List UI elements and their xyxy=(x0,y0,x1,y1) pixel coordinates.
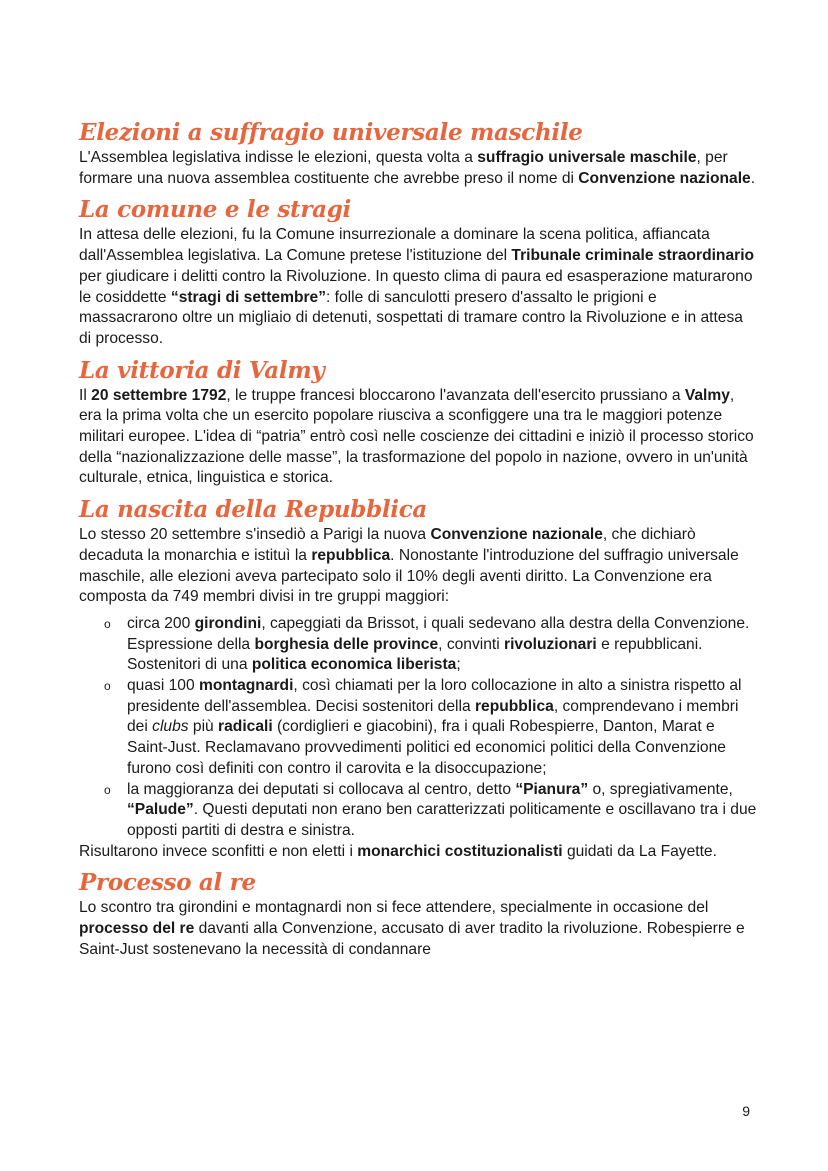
bold-text: processo del re xyxy=(79,920,195,938)
bold-text: Tribunale criminale straordinario xyxy=(511,247,755,265)
text-run: Risultarono invece sconfitti e non eletti i xyxy=(79,842,358,860)
text-run: guidati da La Fayette. xyxy=(562,842,717,860)
bullet-circle-icon: o xyxy=(104,679,111,694)
bullet-list xyxy=(79,614,759,842)
bold-text: Convenzione nazionale xyxy=(578,169,751,187)
section xyxy=(79,195,759,349)
section-heading: Processo al re xyxy=(79,869,256,897)
text-run: Il xyxy=(79,386,92,404)
text-run: per giudicare i delitti contro la Rivoluzione. In questo clima di paura ed esasperazione maturarono le cosiddette xyxy=(79,267,753,306)
text-run: L'Assemblea legislativa indisse le elezioni, questa volta a xyxy=(79,149,478,166)
text-run: o, spregiativamente, xyxy=(588,780,733,798)
bold-text: radicali xyxy=(218,718,273,736)
bold-text: rivoluzionari xyxy=(504,635,597,653)
text-run: , così chiamati per la loro collocazione in alto a sinistra rispetto al presidente dell'assemblea. Decisi sostenitori della xyxy=(127,677,742,715)
text-run: , per formare una nuova assemblea costituente che avrebbe preso il nome di xyxy=(79,149,728,187)
text-run: Lo scontro tra girondini e montagnardi non si fece attendere, specialmente in occasione del xyxy=(79,899,709,917)
paragraph xyxy=(79,842,759,863)
paragraph xyxy=(79,225,759,349)
bold-text: “Palude” xyxy=(127,801,194,819)
bold-text: borghesia delle province xyxy=(254,635,439,653)
section-heading: Elezioni a suffragio universale maschile xyxy=(79,119,583,146)
bold-text: “stragi di settembre” xyxy=(170,288,327,306)
bold-text: repubblica xyxy=(311,546,391,564)
section xyxy=(79,495,759,862)
text-run: e repubblicani. Sostenitori di una xyxy=(127,635,703,674)
text-run: la maggioranza dei deputati si collocava al centro, detto xyxy=(127,780,516,798)
bold-text: politica economica liberista xyxy=(251,656,457,674)
bold-text: montagnardi xyxy=(198,677,294,695)
text-run: , era la prima volta che un esercito popolare riusciva a sconfiggere una tra le maggiori potenze militari europee. L'idea di “patria” entrò così nelle coscienze dei cittadini e iniziò il processo storico della “nazionalizzazione delle masse”, la trasformazione del popolo in nazione, ovvero in un'unità culturale, etnica, linguistica e storica. xyxy=(79,386,754,487)
italic-text: clubs xyxy=(152,718,189,736)
text-run: ; xyxy=(456,656,461,674)
paragraph xyxy=(79,898,759,960)
section xyxy=(79,118,759,189)
bold-text: suffragio universale maschile xyxy=(477,149,697,166)
bullet-item xyxy=(104,676,759,780)
text-run: , le truppe francesi bloccarono l'avanzata dell'esercito prussiano a xyxy=(226,386,685,404)
bullet-item xyxy=(104,780,759,842)
text-run: più xyxy=(188,718,219,736)
bullet-circle-icon: o xyxy=(104,616,111,631)
section xyxy=(79,356,759,490)
bold-text: 20 settembre 1792 xyxy=(91,386,227,404)
text-run: , capeggiati da Brissot, i quali sedevano alla destra della Convenzione. Espressione della xyxy=(127,614,750,653)
paragraph xyxy=(79,525,759,608)
text-run: davanti alla Convenzione, accusato di aver tradito la rivoluzione. Robespierre e Saint-Just sostenevano la necessità di condannare xyxy=(79,920,745,958)
text-run: Lo stesso 20 settembre s'insediò a Parigi la nuova xyxy=(79,526,431,544)
text-run: , convinti xyxy=(438,635,505,653)
paragraph xyxy=(79,386,759,490)
paragraph xyxy=(79,148,759,189)
section-heading: La nascita della Repubblica xyxy=(79,496,428,524)
text-run: quasi 100 xyxy=(127,677,199,695)
bold-text: girondini xyxy=(194,614,262,632)
bullet-circle-icon: o xyxy=(104,782,111,797)
document-body xyxy=(79,118,759,967)
bullet-item xyxy=(104,614,759,676)
text-run: , comprendevano i membri dei xyxy=(127,697,739,736)
section xyxy=(79,868,759,960)
text-run: circa 200 xyxy=(127,614,195,632)
bold-text: Valmy xyxy=(684,386,730,404)
bold-text: “Pianura” xyxy=(515,780,589,798)
text-run: . xyxy=(750,169,756,187)
bold-text: monarchici costituzionalisti xyxy=(357,842,563,860)
bold-text: repubblica xyxy=(474,697,554,715)
section-heading: La comune e le stragi xyxy=(79,196,351,224)
page-number: 9 xyxy=(742,1103,750,1119)
section-heading: La vittoria di Valmy xyxy=(79,356,325,384)
text-run: . Nonostante l'introduzione del suffragio universale maschile, alle elezioni aveva partecipato solo il 10% degli aventi diritto. La Convenzione era composta da 749 membri divisi in tre gruppi maggiori: xyxy=(79,546,739,606)
text-run: (cordiglieri e giacobini), fra i quali Robespierre, Danton, Marat e Saint-Just. Reclamavano provvedimenti politici ed economici politici della Convenzione furono così definiti con contro il carovita e la disoccupazione; xyxy=(127,718,726,777)
text-run: , che dichiarò decaduta la monarchia e istituì la xyxy=(79,526,696,564)
text-run: In attesa delle elezioni, fu la Comune insurrezionale a dominare la scena politica, affiancata dall'Assemblea legislativa. La Comune pretese l'istituzione del xyxy=(79,226,710,265)
bold-text: Convenzione nazionale xyxy=(430,526,603,544)
text-run: . Questi deputati non erano ben caratterizzati politicamente e oscillavano tra i due opposti partiti di destra e sinistra. xyxy=(127,801,757,839)
text-run: : folle di sanculotti presero d'assalto le prigioni e massacrarono oltre un migliaio di detenuti, sospettati di tramare contro la Rivoluzione e in attesa di processo. xyxy=(79,288,743,347)
